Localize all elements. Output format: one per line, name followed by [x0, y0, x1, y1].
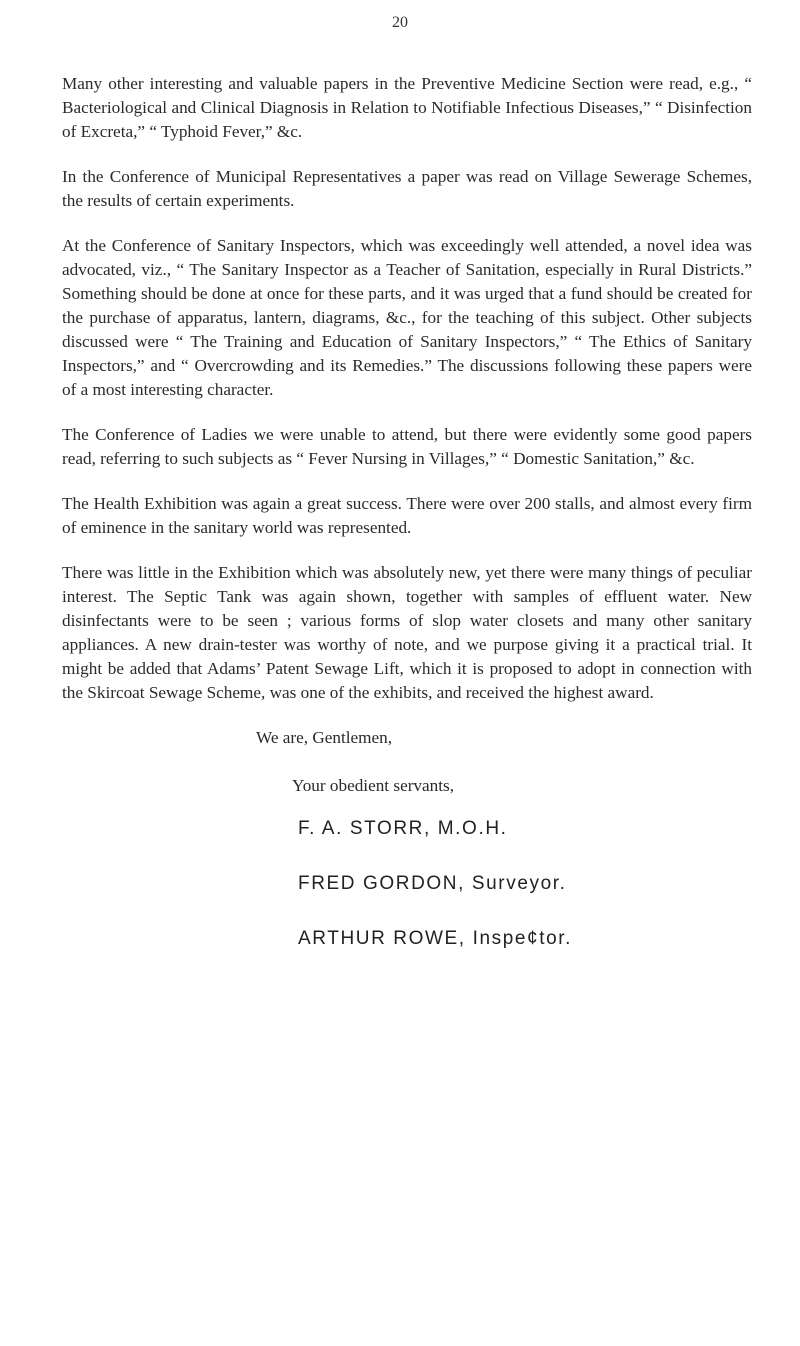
paragraph-preventive-medicine: Many other interesting and valuable papers in the Preventive Medicine Section were read, e.g., “ Bacteriological and Clinical Diagnosis in Relation to Notifiable Infectious Diseases,” “ Disinfection of Excreta,” “ Typhoid Fever,” &c.	[62, 74, 752, 141]
page-number: 20	[392, 14, 408, 31]
paragraph-sanitary-inspectors: At the Conference of Sanitary Inspectors, which was exceedingly well attended, a novel idea was advocated, viz., “ The Sanitary Inspector as a Teacher of Sanitation, especially in Rural Districts.” Something should be done at once for these parts, and it was urged that a fund should be created for the purchase of apparatus, lantern, diagrams, &c., for the teaching of this subject. Other subjects discussed were “ The Training and Education of Sanitary Inspectors,” “ The Ethics of Sanitary Inspectors,” and “ Overcrowding and its Remedies.” The discussions following these papers were of a most interesting character.	[62, 236, 752, 399]
paragraph-municipal-conference: In the Conference of Municipal Representatives a paper was read on Village Sewerage Schemes, the results of certain experiments.	[62, 167, 752, 210]
signature-surveyor: FRED GORDON, Surveyor.	[298, 873, 567, 894]
closing-salutation: We are, Gentlemen,	[256, 728, 393, 747]
paragraph-health-exhibition: The Health Exhibition was again a great success. There were over 200 stalls, and almost every firm of eminence in the sanitary world was represented.	[62, 494, 752, 537]
signature-moh: F. A. STORR, M.O.H.	[298, 818, 508, 839]
paragraph-ladies-conference: The Conference of Ladies we were unable to attend, but there were evidently some good papers read, referring to such subjects as “ Fever Nursing in Villages,” “ Domestic Sanitation,” &c.	[62, 425, 752, 468]
paragraph-exhibition-details: There was little in the Exhibition which was absolutely new, yet there were many things of peculiar interest. The Septic Tank was again shown, together with samples of effluent water. New disinfectants were to be seen ; various forms of slop water closets and many other sanitary appliances. A new drain-tester was worthy of note, and we purpose giving it a practical trial. It might be added that Adams’ Patent Sewage Lift, which it is proposed to adopt in connection with the Skircoat Sewage Scheme, was one of the exhibits, and received the highest award.	[62, 563, 752, 702]
closing-valediction: Your obedient servants,	[292, 776, 454, 795]
signature-block	[62, 816, 752, 952]
signature-inspector: ARTHUR ROWE, Inspe¢tor.	[298, 928, 573, 949]
report-body	[62, 72, 752, 981]
